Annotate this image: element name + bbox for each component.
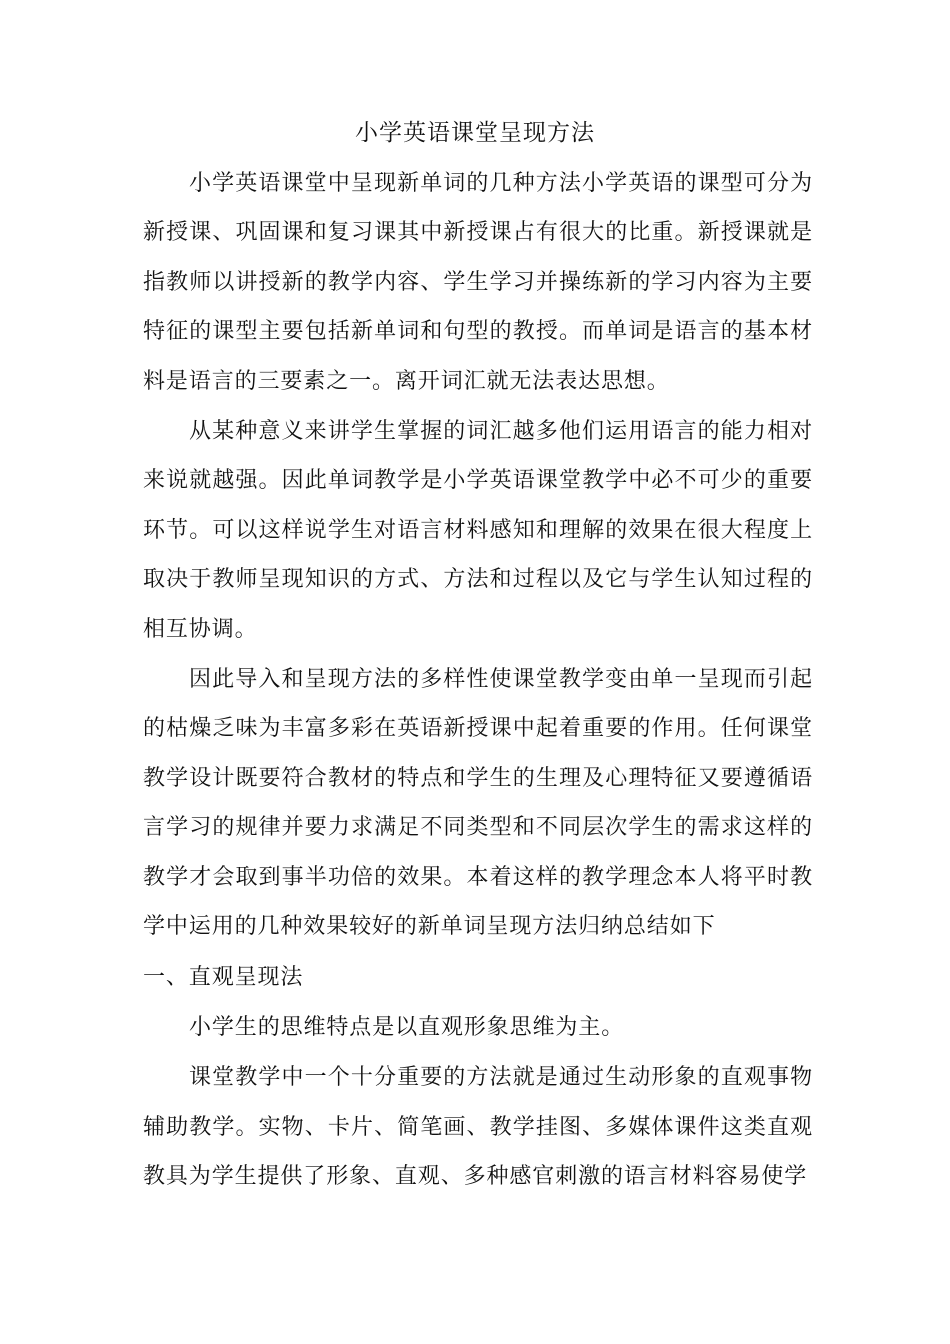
section-paragraph-1: 小学生的思维特点是以直观形象思维为主。 — [189, 1014, 625, 1040]
paragraph-2: 从某种意义来讲学生掌握的词汇越多他们运用语言的能力相对来说就越强。因此单词教学是小学英语课堂教学中必不可少的重要环节。可以这样说学生对语言材料感知和理解的效果在很大程度上取决于教师呈现知识的方式、方法和过程以及它与学生认知过程的相互协调。 — [143, 419, 813, 642]
document-title: 小学英语课堂呈现方法 — [355, 120, 595, 146]
paragraph-1: 小学英语课堂中呈现新单词的几种方法小学英语的课型可分为新授课、巩固课和复习课其中新授课占有很大的比重。新授课就是指教师以讲授新的教学内容、学生学习并操练新的学习内容为主要特征的课型主要包括新单词和句型的教授。而单词是语言的基本材料是语言的三要素之一。离开词汇就无法表达思想。 — [143, 171, 813, 394]
section-heading: 一、直观呈现法 — [143, 964, 304, 990]
paragraph-3: 因此导入和呈现方法的多样性使课堂教学变由单一呈现而引起的枯燥乏味为丰富多彩在英语新授课中起着重要的作用。任何课堂教学设计既要符合教材的特点和学生的生理及心理特征又要遵循语言学习的规律并要力求满足不同类型和不同层次学生的需求这样的教学才会取到事半功倍的效果。本着这样的教学理念本人将平时教学中运用的几种效果较好的新单词呈现方法归纳总结如下 — [143, 667, 813, 940]
section-paragraph-2: 课堂教学中一个十分重要的方法就是通过生动形象的直观事物辅助教学。实物、卡片、简笔画、教学挂图、多媒体课件这类直观教具为学生提供了形象、直观、多种感官刺激的语言材料容易使学 — [143, 1065, 813, 1190]
document-body — [143, 159, 813, 1203]
